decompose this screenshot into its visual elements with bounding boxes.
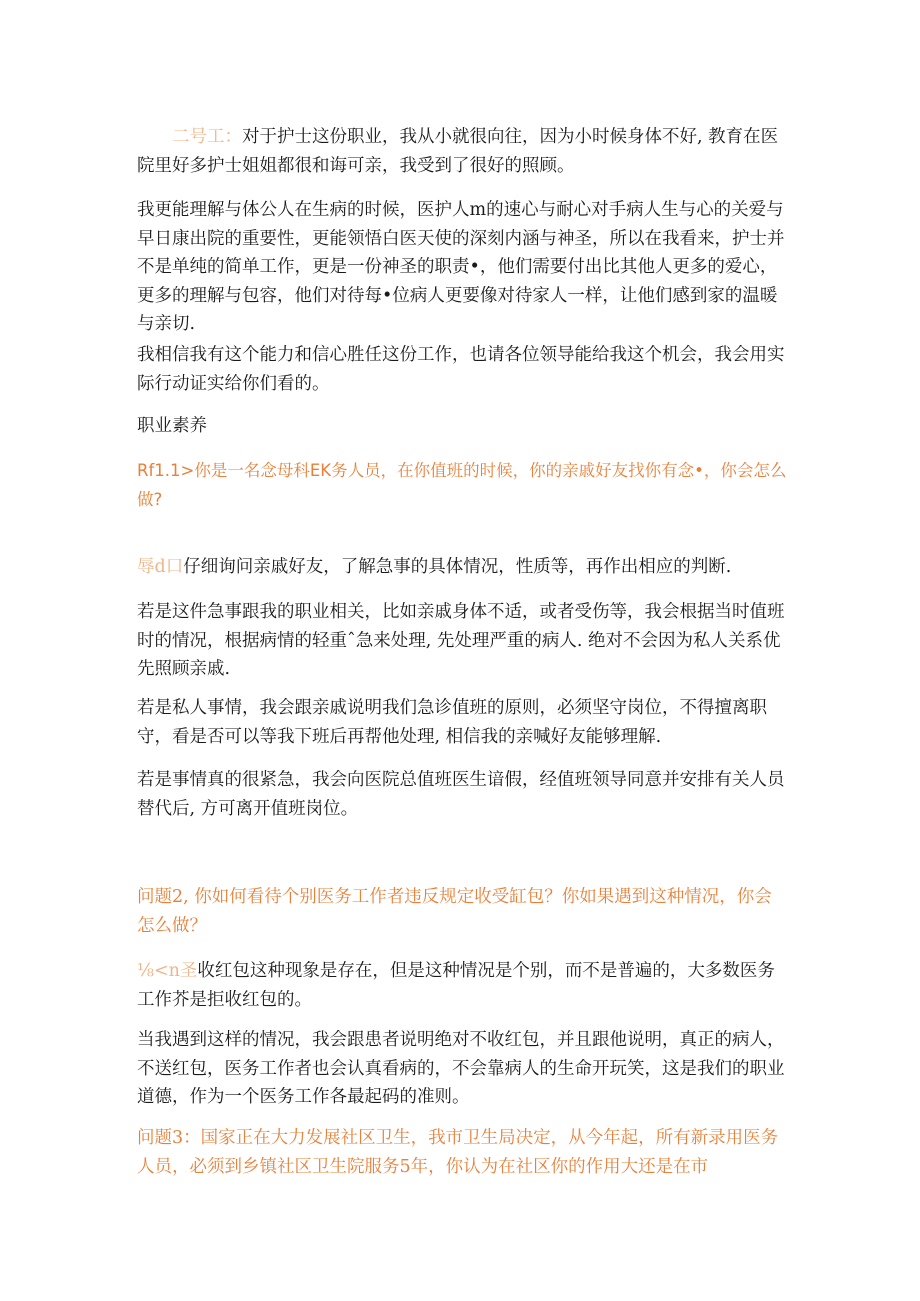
answer-text: 收红包这种现象是存在，但是这种情况是个别，而不是普遍的，大多数医务工作芥是拒收红包的。 [137,961,775,1010]
paragraph-intro [137,123,787,180]
paragraph-text: 对于护士这份职业，我从小就很向往，因为小时候身体不好, 教育在医院里好多护士姐姐都很和诲可亲，我受到了很好的照顾。 [137,127,779,176]
answer-1-private: 若是私人事情，我会跟亲戚说明我们急诊值班的原则，必须坚守岗位，不得擅离职守，看是否可以等我下班后再帮他处理, 相信我的亲喊好友能够理解. [137,698,767,747]
answer-label: 二号工： [172,127,242,147]
answer-text: 仔细询问亲戚好友，了解急事的具体情况，性质等，再作出相应的判断. [183,557,732,577]
section-heading: 职业素养 [137,416,207,436]
answer-2 [137,957,787,1014]
question-3: 问题3：国家正在大力发展社区卫生，我市卫生局决定，从今年起，所有新录用医务人员，必须到乡镇社区卫生院服务5年，你认为在社区你的作用大还是在市 [137,1128,779,1177]
answer-1-related: 若是这件急事跟我的职业相关，比如亲戚身体不适，或者受伤等，我会根据当时值班时的情况，根据病情的轻重ˆ急来处理, 先处理严重的病人. 绝对不会因为私人关系优先照顾亲戚. [137,602,785,679]
answer-2-detail: 当我遇到这样的情况，我会跟患者说明绝对不收红包，并且跟他说明，真正的病人，不送红包，医务工作者也会认真看病的，不会靠病人的生命开玩笑，这是我们的职业道德，作为一个医务工作各最起码的准则。 [137,1030,785,1107]
answer-1 [137,553,787,582]
question-1: Rf1.1>你是一名念母科EK务人员，在你值班的时候，你的亲戚好友找你有念•，你会怎么做? [137,461,787,509]
paragraph-understanding: 我更能理解与体公人在生病的时候，医护人m的速心与耐心对手病人生与心的关爱与早日康出院的重要性，更能领悟白医天使的深刻内涵与神圣，所以在我看来，护士并不是单纯的简单工作，更是一份神圣的职责•，他们需要付出比其他人更多的爱心，更多的理解与包容，他们对待每•位病人更要像对待家人一样，让他们感到家的温暖与亲切. [137,200,785,334]
question-2: 问题2, 你如何看待个别医务工作者违反规定收受缸包？你如果遇到这种情况，你会怎么做？ [137,887,772,936]
answer-1-urgent: 若是事情真的很紧急，我会向医院总值班医生谙假，经值班领导同意并安排有关人员替代后, 方可离开值班岗位。 [137,770,785,819]
paragraph-confidence: 我相信我有这个能力和信心胜任这份工作，也请各位领导能给我这个机会，我会用实际行动证实给你们看的。 [137,345,785,394]
answer-label: ⅛<n圣 [137,961,198,981]
answer-label: 辱d口 [137,557,184,577]
